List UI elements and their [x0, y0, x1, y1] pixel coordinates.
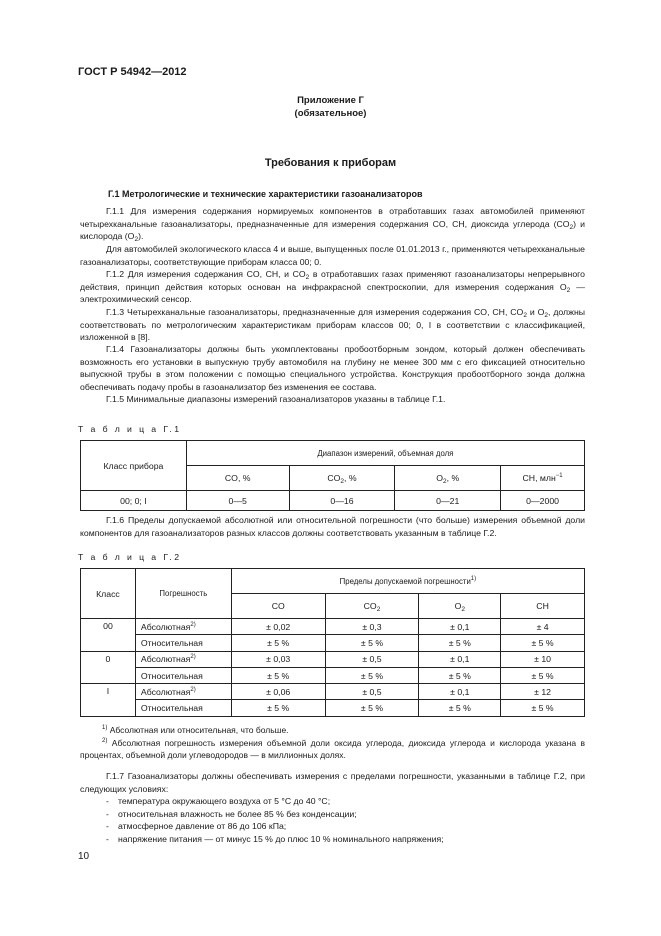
table2-cell: ± 4 [501, 619, 585, 635]
table-row [81, 667, 585, 683]
table1-col-co: CO, % [186, 466, 289, 491]
subsection-title: Г.1 Метрологические и технические характеристики газоанализаторов [108, 189, 423, 199]
table-row [81, 635, 585, 651]
table2-cell: ± 5 % [501, 667, 585, 683]
section-title: Требования к приборам [264, 157, 397, 169]
table2-cell: ± 0,5 [325, 684, 419, 700]
table2-group-header: Пределы допускаемой погрешности$^{1)}$ [231, 569, 584, 594]
paragraph-g-1-1-2: Для автомобилей экологического класса 4 и выше, выпущенных после 01.01.2013 г., применяются четырехканальные газоанализаторы, соответствующие приборам класса 00; 0. [80, 244, 585, 267]
page-number: 10 [78, 851, 90, 862]
table2-caption: Т а б л и ц а Г.2 [78, 552, 182, 562]
table2-error-header: Погрешность [135, 569, 231, 619]
table2-error-type: Абсолютная$^{2)}$ [135, 684, 231, 700]
table1-caption: Т а б л и ц а Г.1 [78, 424, 182, 434]
table1-col-ch: CH, млн$^{-1}$ [501, 466, 585, 491]
table2-error-type: Относительная [135, 700, 231, 716]
table2-cell: ± 0,03 [231, 651, 325, 667]
table-row [81, 619, 585, 635]
table1-cell: 0—21 [395, 491, 501, 511]
footnote: $^{1)}$ Абсолютная или относительная, что больше. [102, 725, 289, 735]
table-row [81, 491, 585, 511]
paragraph-g-1-1: Г.1.1 Для измерения содержания нормируемых компонентов в отработавших газах автомобилей применяют четырехканальные газоанализаторы, предназначенные для измерения содержания CO, CH, диоксида углерода $(CO_2)$ и кислорода $(O_2)$. [80, 206, 585, 243]
annex-title: Приложение Г [297, 95, 364, 106]
table2-cell: ± 0,1 [419, 684, 501, 700]
table2-cell: ± 0,5 [325, 651, 419, 667]
paragraph-g-1-5: Г.1.5 Минимальные диапазоны измерений газоанализаторов указаны в таблице Г.1. [106, 394, 446, 404]
list-item: - атмосферное давление от 86 до 106 кПа; [106, 821, 287, 831]
table2-cell: ± 5 % [419, 700, 501, 716]
table2-cell: ± 5 % [501, 635, 585, 651]
paragraph-g-1-3: Г.1.3 Четырехканальные газоанализаторы, предназначенные для измерения содержания CO, CH, $CO_2$ и $O_2$, должны соответствовать по метрологическим характеристикам приборам классов 00; 0, I в соответствии с классификацией, изложенной в [8]. [80, 307, 585, 342]
table-g1 [80, 440, 585, 511]
table1-cell: 0—5 [186, 491, 289, 511]
table2-class-header: Класс [81, 569, 136, 619]
table2-col-ch: CH [501, 594, 585, 619]
annex-status: (обязательное) [294, 108, 367, 119]
table2-cell: ± 5 % [419, 635, 501, 651]
paragraph-g-1-6: Г.1.6 Пределы допускаемой абсолютной или относительной погрешности (что больше) измерения объемной доли компонентов для газоанализаторов разных классов должны соответствовать указанным в таблице Г.2. [80, 515, 585, 538]
table2-error-type: Абсолютная$^{2)}$ [135, 619, 231, 635]
table2-col-co2: $CO_2$ [325, 594, 419, 619]
paragraph-g-1-2: Г.1.2 Для измерения содержания CO, CH, и $CO_2$ в отработавших газах применяют газоанализаторы непрерывного действия, принцип действия которых основан на инфракрасной спектроскопии, для измерения содержания $O_2$ — электрохимический сенсор. [80, 269, 585, 304]
table2-error-type: Относительная [135, 667, 231, 683]
table1-group-header: Диапазон измерений, объемная доля [186, 441, 584, 466]
table-g2 [80, 568, 585, 717]
list-item: - относительная влажность не более 85 % без конденсации; [106, 808, 357, 819]
list-item: - напряжение питания — от минус 15 % до плюс 10 % номинального напряжения; [106, 833, 444, 844]
table-row [81, 684, 585, 700]
paragraph-g-1-4: Г.1.4 Газоанализаторы должны быть укомплектованы пробоотборным зондом, который должен обеспечивать возможность его установки в выпускную трубу автомобиля на глубину не менее 300 мм с его фиксацией относительно выпускной трубы в этом положении с помощью специального устройства. Конструкция пробоотборного зонда должна обеспечивать подачу пробы в газоанализатор без изменения ее состава. [80, 344, 585, 392]
table1-class-header: Класс прибора [81, 441, 187, 491]
table2-error-type: Абсолютная$^{2)}$ [135, 651, 231, 667]
table2-class-cell: 00 [81, 619, 136, 652]
table2-cell: ± 5 % [419, 667, 501, 683]
table2-cell: ± 0,3 [325, 619, 419, 635]
table2-footnotes [80, 724, 585, 762]
table2-col-co: CO [231, 594, 325, 619]
table1-cell: 0—16 [289, 491, 395, 511]
table2-cell: ± 5 % [231, 667, 325, 683]
table2-cell: ± 0,06 [231, 684, 325, 700]
table2-cell: ± 0,1 [419, 651, 501, 667]
table1-col-o2: $O_2$, % [395, 466, 501, 491]
table-row [81, 700, 585, 716]
table2-cell: ± 5 % [325, 635, 419, 651]
table2-cell: ± 10 [501, 651, 585, 667]
table2-cell: ± 0,02 [231, 619, 325, 635]
table1-cell: 0—2000 [501, 491, 585, 511]
table2-cell: ± 5 % [325, 667, 419, 683]
table2-error-type: Относительная [135, 635, 231, 651]
table2-cell: ± 12 [501, 684, 585, 700]
table2-cell: ± 5 % [325, 700, 419, 716]
table2-cell: ± 5 % [231, 700, 325, 716]
document-id: ГОСТ Р 54942—2012 [78, 66, 187, 78]
table2-cell: ± 0,1 [419, 619, 501, 635]
table2-class-cell: 0 [81, 651, 136, 684]
table2-cell: ± 5 % [231, 635, 325, 651]
footnote: $^{2)}$ Абсолютная погрешность измерения объемной доли оксида углерода, диоксида углерода и кислорода указана в процентах, объемной доли углеводородов — в миллионных долях. [80, 737, 585, 760]
table-row [81, 651, 585, 667]
table1-col-co2: $CO_2$, % [289, 466, 395, 491]
table1-class-cell: 00; 0; I [81, 491, 187, 511]
table2-col-o2: $O_2$ [419, 594, 501, 619]
paragraph-g-1-7: Г.1.7 Газоанализаторы должны обеспечивать измерения с пределами погрешности, указанными в таблице Г.2, при следующих условиях: [80, 771, 585, 794]
list-item: - температура окружающего воздуха от 5 °C до 40 °C; [106, 796, 331, 806]
table2-class-cell: I [81, 684, 136, 717]
conditions-list [80, 795, 585, 845]
table2-cell: ± 5 % [501, 700, 585, 716]
